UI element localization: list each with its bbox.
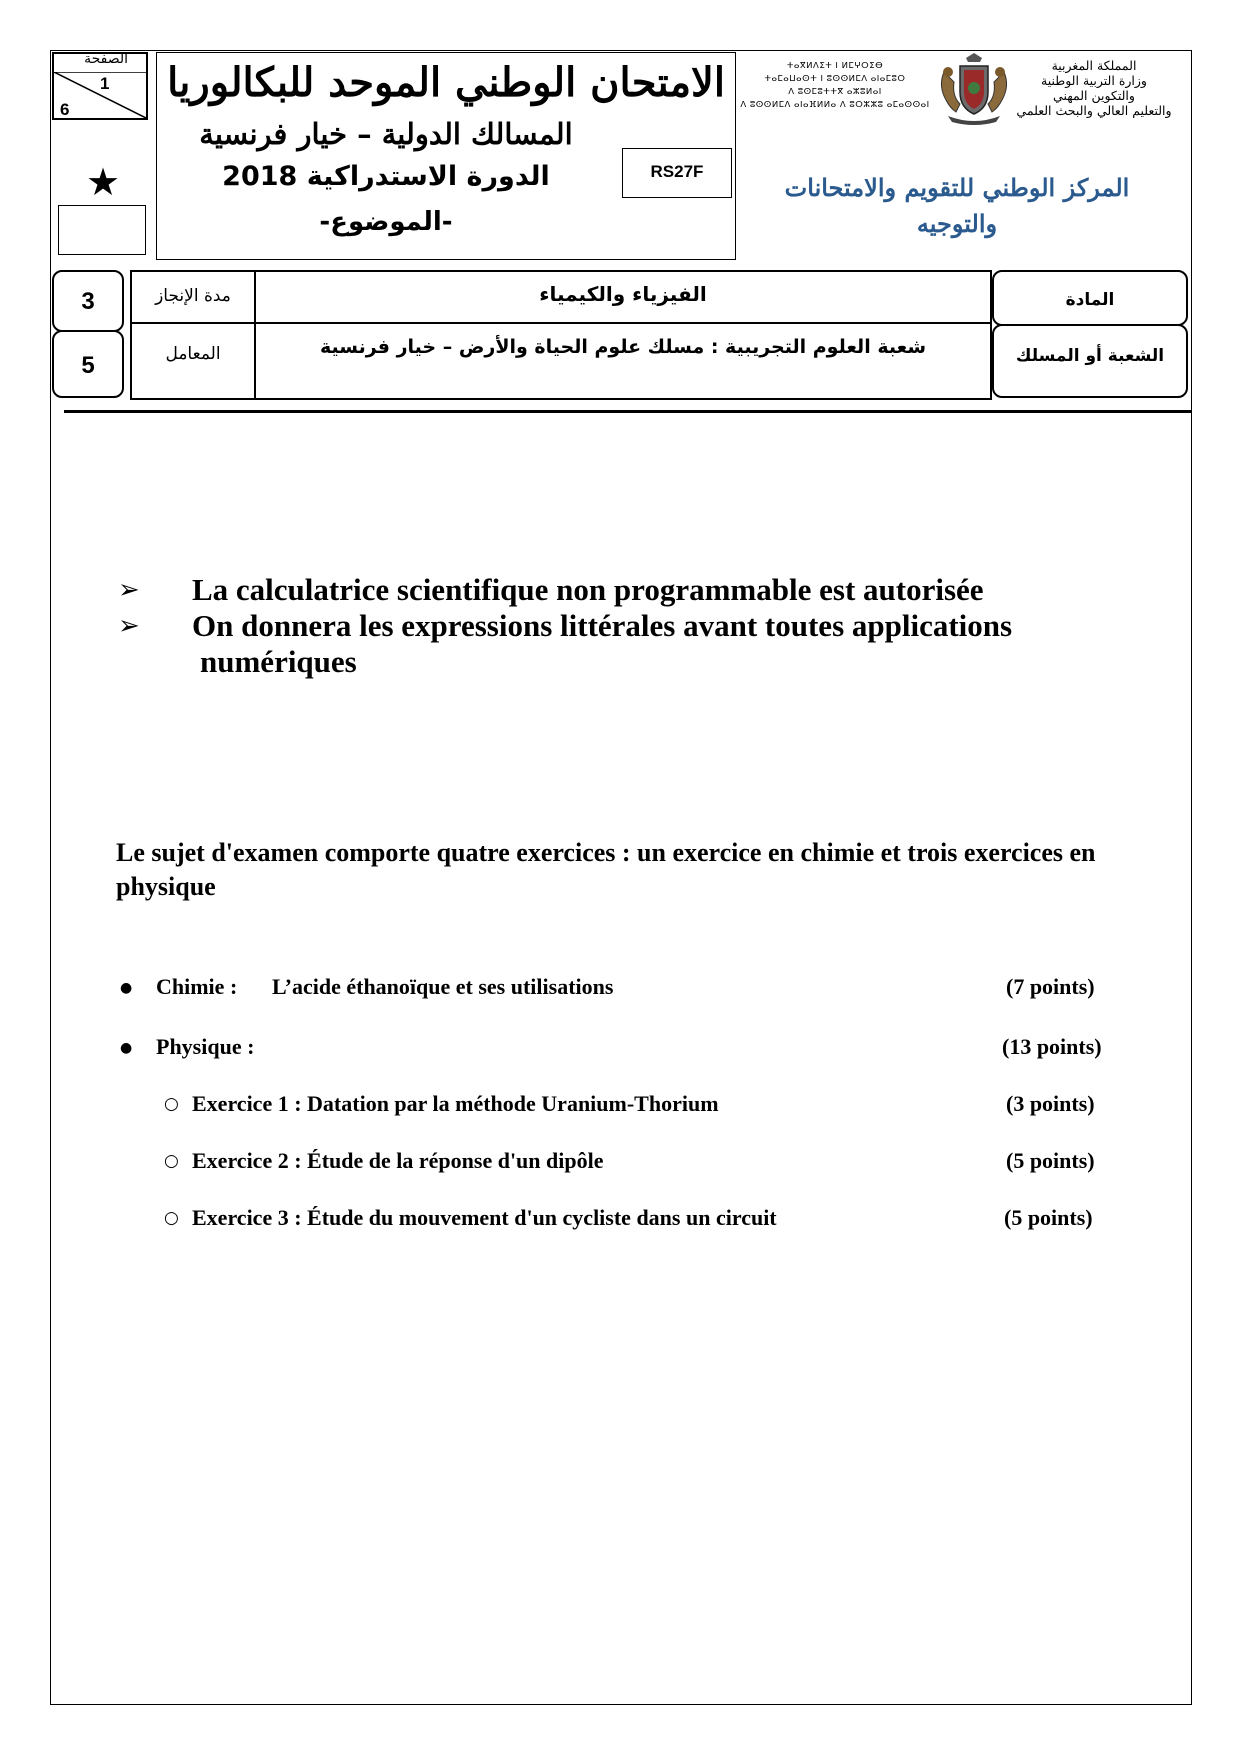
page-label: الصفحة (84, 51, 128, 67)
ministry-name: المملكة المغربية وزارة التربية الوطنية والتكوين المهني والتعليم العالي والبحث العلمي (1016, 58, 1172, 118)
chimie-label: Chimie : (156, 974, 238, 999)
page-number-box (52, 52, 148, 120)
exam-title: الامتحان الوطني الموحد للبكالوريا (167, 59, 725, 106)
branch-label: الشعبة أو المسلك (1015, 346, 1165, 366)
blank-box (58, 205, 146, 255)
exercise-2-title: Exercice 2 : Étude de la réponse d'un dipôle (192, 1148, 604, 1173)
header-separator (64, 410, 1192, 413)
coefficient-label: المعامل (165, 344, 221, 364)
exam-subject-heading: -الموضوع- (319, 207, 453, 237)
coat-of-arms-icon (934, 52, 1014, 126)
duration-label: مدة الإنجاز (155, 286, 231, 306)
info-table (50, 268, 1192, 404)
coefficient-label-cell (130, 322, 256, 400)
page-total: 6 (60, 100, 70, 119)
circle-bullet-icon: ○ (164, 1094, 179, 1114)
subject-label: المادة (1065, 290, 1115, 310)
physique-label: Physique : (156, 1034, 255, 1059)
physique-points: (13 points) (1002, 1034, 1102, 1059)
exercise-1-points: (3 points) (1006, 1091, 1095, 1116)
exercise-3-points: (5 points) (1004, 1205, 1093, 1230)
subject-value: الفيزياء والكيمياء (539, 282, 707, 306)
exercise-3-title: Exercice 3 : Étude du mouvement d'un cycliste dans un circuit (192, 1205, 777, 1230)
subject-value-cell (254, 270, 992, 324)
duration-value: 3 (81, 288, 95, 315)
circle-bullet-icon: ○ (164, 1151, 179, 1171)
exercise-1-title: Exercice 1 : Datation par la méthode Uranium-Thorium (192, 1091, 719, 1116)
exercise-2-points: (5 points) (1006, 1148, 1095, 1173)
bullet-icon: ● (120, 980, 133, 996)
evaluation-center-name: المركز الوطني للتقويم والامتحانات والتوجيه (784, 173, 1130, 238)
exam-code: RS27F (622, 148, 732, 198)
branch-label-cell (992, 324, 1188, 398)
duration-label-cell (130, 270, 256, 324)
coefficient-value: 5 (81, 352, 95, 379)
coefficient-value-cell (52, 330, 124, 398)
star-icon: ★ (86, 160, 121, 204)
duration-value-cell (52, 270, 124, 332)
bullet-icon: ● (120, 1040, 133, 1056)
exam-track: المسالك الدولية – خيار فرنسية (199, 117, 573, 151)
exam-session: الدورة الاستدراكية 2018 (222, 161, 550, 192)
arrow-bullet-icon: ➢ (118, 575, 140, 605)
branch-value-cell (254, 322, 992, 400)
exam-intro: Le sujet d'examen comporte quatre exercices : un exercice en chimie et trois exercices en physique (116, 838, 1096, 901)
chimie-points: (7 points) (1006, 974, 1095, 999)
tifinagh-ministry-name: ⵜⴰⴳⵍⴷⵉⵜ ⵏ ⵍⵎⵖⵔⵉⴱ ⵜⴰⵎⴰⵡⴰⵙⵜ ⵏ ⵓⵙⵙⵍⵎⴷ ⴰⵏⴰⵎⵓⵔ ⴷ ⵓⵙⵎⵓⵜⵜⴳ ⴰⵣⵓⵍⴰⵏ ⴷ ⵓⵙⵙⵍⵎⴷ ⴰⵏⴰⴼⵍⵍⴰ ⴷ ⵓⵔⵣⵣⵓ ⴰⵎⴰⵙⵙⴰⵏ (740, 61, 930, 110)
circle-bullet-icon: ○ (164, 1208, 179, 1228)
subject-label-cell (992, 270, 1188, 326)
chimie-title: L’acide éthanoïque et ses utilisations (272, 974, 614, 999)
page-current: 1 (100, 74, 110, 93)
branch-value: شعبة العلوم التجريبية : مسلك علوم الحياة والأرض – خيار فرنسية (319, 336, 927, 358)
arrow-bullet-icon: ➢ (118, 611, 140, 641)
